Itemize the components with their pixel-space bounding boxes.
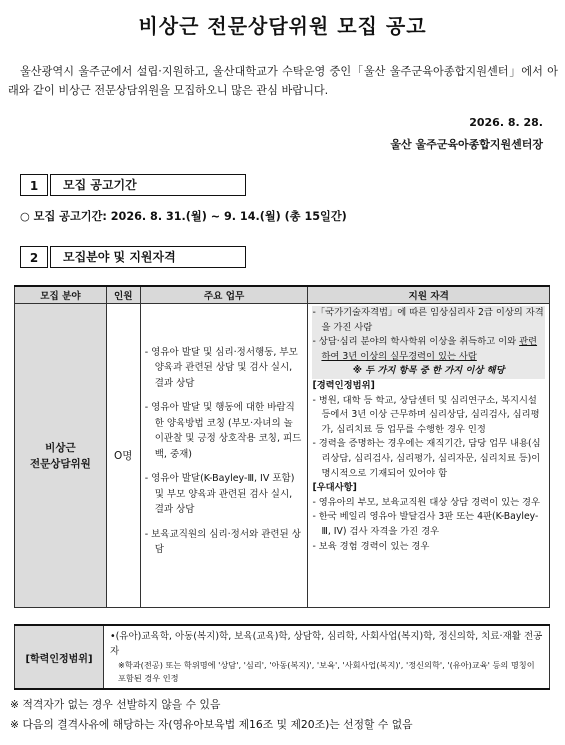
qual-note: ※ 두 가지 항목 중 한 가지 이상 해당 xyxy=(352,365,505,377)
page-title: 비상근 전문상담위원 모집 공고 xyxy=(138,14,427,38)
qual-item xyxy=(312,335,545,364)
education-note: ※학과(전공) 또는 학위명에 '상담', '심리', '아동(복지)', '보육', '사회사업(복지)', '정신의학', '(유아)교육' 등의 명칭이 포함된 경우 인정 xyxy=(118,660,535,683)
recruitment-table xyxy=(14,285,550,608)
header-field: 모집 분야 xyxy=(15,286,107,304)
qual-item: -「국가기술자격법」에 따른 임상심리사 2급 이상의 자격을 가진 사람 xyxy=(312,307,544,333)
header-people: 인원 xyxy=(106,286,140,304)
education-line: •(유아)교육학, 아동(복지)학, 보육(교육)학, 상담학, 심리학, 사회사업(복지)학, 정신의학, 치료·재활 전공자 xyxy=(110,631,543,657)
section1-title: 모집 공고기간 xyxy=(50,174,246,196)
qual-text: - 상담·심리 분야의 학사학위 이상을 취득하고 이와 xyxy=(312,336,520,348)
education-body xyxy=(104,625,550,689)
field-name-line2: 전문상담위원 xyxy=(29,457,91,470)
education-label: [학력인정범위] xyxy=(15,625,104,689)
table-header-row xyxy=(15,286,550,304)
notice-date: 2026. 8. 28. xyxy=(469,116,543,129)
issuing-organization: 울산 울주군육아종합지원센터장 xyxy=(390,138,543,151)
career-heading: [경력인정범위] xyxy=(312,379,375,391)
preference-heading: [우대사항] xyxy=(312,482,357,494)
basic-qualifications xyxy=(312,306,545,379)
duty-item: - 영유아 발달 및 행동에 대한 바람직한 양육방법 코칭 (부모·자녀의 놀이관찰 및 긍정 상호작용 코칭, 피드백, 중재) xyxy=(144,402,302,460)
career-item: - 경력을 증명하는 경우에는 재직기간, 담당 업무 내용(심리상담, 심리검사, 심리평가, 심리자문, 심리치료 등)이 명시적으로 기재되어 있어야 함 xyxy=(312,438,541,479)
section1-number: 1 xyxy=(20,174,48,196)
recruitment-period: ○ 모집 공고기간: 2026. 8. 31.(월) ~ 9. 14.(월) (총 15일간) xyxy=(20,210,347,223)
field-name-line1: 비상근 xyxy=(45,441,76,454)
table-row xyxy=(15,625,550,689)
duties-cell xyxy=(140,304,308,608)
people-count: O명 xyxy=(106,304,140,608)
duty-item: - 보육교직원의 심리·정서와 관련된 상담 xyxy=(144,528,301,555)
header-duties: 주요 업무 xyxy=(140,286,308,304)
intro-paragraph: 울산광역시 울주군에서 설립·지원하고, 울산대학교가 수탁운영 중인「울산 울주군육아종합지원센터」에서 아래와 같이 비상근 전문상담위원을 모집하오니 많은 관심 바랍니다. xyxy=(8,65,558,97)
table-row xyxy=(15,304,550,608)
preference-item: - 보육 경험 경력이 있는 경우 xyxy=(312,540,430,552)
qual-text-underlined: 관련하여 3년 이상의 실무경력이 있는 사람 xyxy=(321,336,538,362)
section2-title: 모집분야 및 지원자격 xyxy=(50,246,246,268)
preference-item: - 한국 베일리 영유아 발달검사 3판 또는 4판(K-Bayley-Ⅲ, IV) 검사 자격을 가진 경우 xyxy=(312,511,539,537)
section2-number: 2 xyxy=(20,246,48,268)
footer-note: ※ 다음의 결격사유에 해당하는 자(영유아보육법 제16조 및 제20조)는 선정할 수 없음 xyxy=(10,718,413,731)
duty-item: - 영유아 발달 및 심리·정서행동, 부모 양육과 관련된 상담 및 검사 실시, 결과 상담 xyxy=(144,346,298,389)
footer-note: ※ 적격자가 없는 경우 선발하지 않을 수 있음 xyxy=(10,698,221,711)
qualifications-cell xyxy=(308,304,550,608)
header-qualifications: 지원 자격 xyxy=(308,286,550,304)
field-cell xyxy=(15,304,107,608)
education-table xyxy=(14,624,550,690)
preference-item: - 영유아의 부모, 보육교직원 대상 상담 경력이 있는 경우 xyxy=(312,496,540,508)
career-item: - 병원, 대학 등 학교, 상담센터 및 심리연구소, 복지시설 등에서 3년 이상 근무하며 심리상담, 심리검사, 심리평가, 심리치료 등 업무를 수행한 경우 인정 xyxy=(312,394,540,435)
duty-item: - 영유아 발달(K-Bayley-Ⅲ, IV 포함) 및 부모 양육과 관련된 검사 실시, 결과 상담 xyxy=(144,473,295,515)
